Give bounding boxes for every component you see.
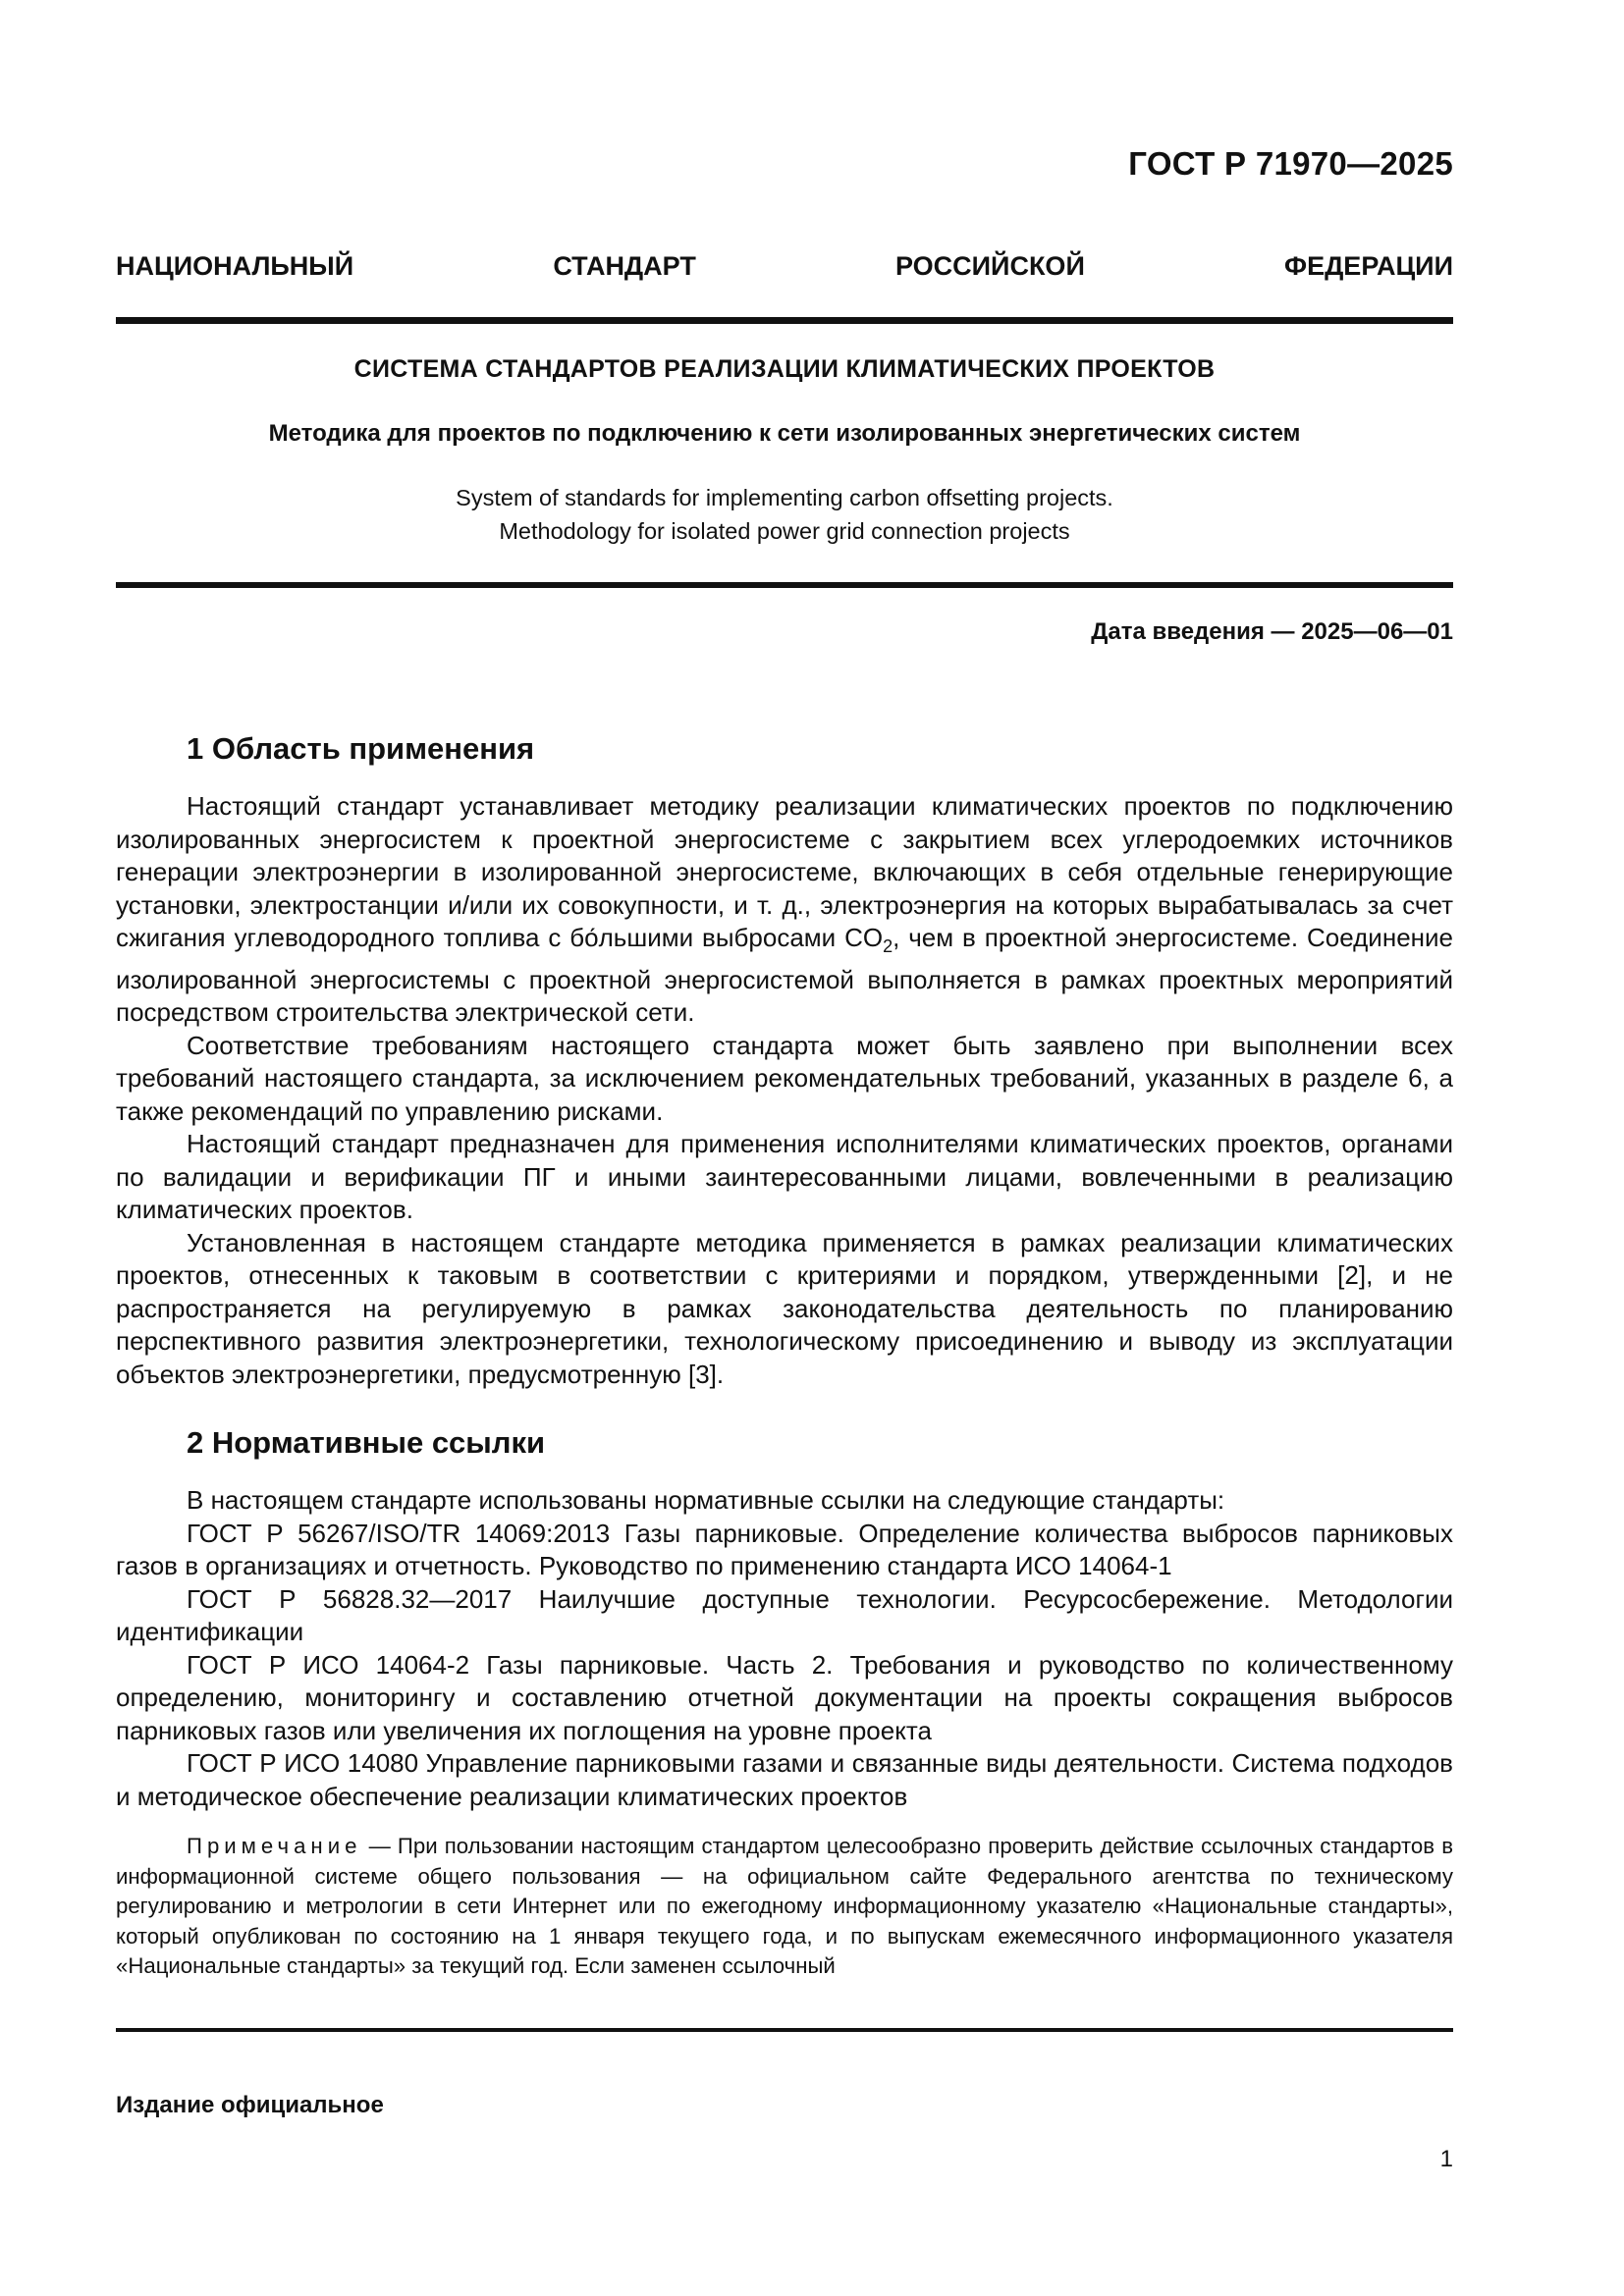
standard-system-title: СИСТЕМА СТАНДАРТОВ РЕАЛИЗАЦИИ КЛИМАТИЧЕСКИХ ПРОЕКТОВ bbox=[353, 355, 1216, 383]
section-1-paragraph: Настоящий стандарт предназначен для применения исполнителями климатических проектов, органами по валидации и верификации ПГ и иными заинтересованными лицами, вовлеченными в реализацию климатических проектов. bbox=[116, 1129, 1453, 1225]
english-title-line-1: System of standards for implementing carbon offsetting projects. bbox=[456, 485, 1113, 510]
normative-reference: ГОСТ Р ИСО 14064-2 Газы парниковые. Часть 2. Требования и руководство по количественному определению, мониторингу и составлению отчетной документации на проекты сокращения выбросов парниковых газов или увеличения их поглощения на уровне проекта bbox=[116, 1649, 1453, 1745]
normative-reference: ГОСТ Р 56267/ISO/TR 14069:2013 Газы парниковые. Определение количества выбросов парниковых газов в организациях и отчетность. Руководство по применению стандарта ИСО 14064-1 bbox=[116, 1518, 1453, 1580]
english-title-line-2: Methodology for isolated power grid connection projects bbox=[499, 518, 1070, 544]
title-bottom-rule bbox=[116, 582, 1453, 588]
section-2-note bbox=[116, 1832, 1453, 1982]
section-2-body bbox=[116, 1484, 1453, 1813]
section-1-body bbox=[116, 790, 1453, 1391]
standard-subtitle: Методика для проектов по подключению к сети изолированных энергетических систем bbox=[268, 420, 1301, 447]
english-title bbox=[116, 481, 1453, 548]
normative-reference: ГОСТ Р ИСО 14080 Управление парниковыми газами и связанные виды деятельности. Система подходов и методическое обеспечение реализации климатических проектов bbox=[116, 1748, 1453, 1811]
official-edition-label: Издание официальное bbox=[116, 2092, 384, 2118]
introduction-date: Дата введения — 2025—06—01 bbox=[1091, 618, 1453, 645]
note-label: Примечание bbox=[187, 1834, 362, 1858]
page-number: 1 bbox=[1439, 2146, 1453, 2172]
section-1-paragraph: Установленная в настоящем стандарте методика применяется в рамках реализации климатических проектов, отнесенных к таковым в соответствии с критериями и порядком, утвержденными [2], и не распространяется на регулируемую в рамках законодательства деятельность по планированию перспективного развития электроэнергетики, технологическому присоединению и выводу из эксплуатации объектов электроэнергетики, предусмотренную [3]. bbox=[116, 1227, 1453, 1389]
national-standard-banner: НАЦИОНАЛЬНЫЙ СТАНДАРТ РОССИЙСКОЙ ФЕДЕРАЦИИ bbox=[116, 251, 1453, 281]
footer-rule bbox=[116, 2028, 1453, 2032]
normative-reference: ГОСТ Р 56828.32—2017 Наилучшие доступные технологии. Ресурсосбережение. Методологии идентификации bbox=[116, 1583, 1453, 1646]
note-text: — При пользовании настоящим стандартом целесообразно проверить действие ссылочных стандартов в информационной системе общего пользования — на официальном сайте Федерального агентства по техническому регулированию и метрологии в сети Интернет или по ежегодному информационному указателю «Национальные стандарты», который опубликован по состоянию на 1 января текущего года, и по выпускам ежемесячного информационного указателя «Национальные стандарты» за текущий год. Если заменен ссылочный bbox=[116, 1834, 1453, 1978]
document-code: ГОСТ Р 71970—2025 bbox=[1128, 145, 1453, 182]
section-2-heading: 2 Нормативные ссылки bbox=[187, 1425, 546, 1460]
section-1-heading: 1 Область применения bbox=[187, 731, 535, 766]
section-2-intro: В настоящем стандарте использованы нормативные ссылки на следующие стандарты: bbox=[187, 1485, 1225, 1515]
section-1-paragraph: Настоящий стандарт устанавливает методику реализации климатических проектов по подключению изолированных энергосистем к проектной энергосистеме с закрытием всех углеродоемких источников генерации электроэнергии в изолированной энергосистеме, включающих в себя отдельные генерирующие установки, электростанции и/или их совокупности, и т. д., электроэнергия на которых вырабатывалась за счет сжигания углеводородного топлива с бо́льшими выбросами $CO_2$, чем в проектной энергосистеме. Соединение изолированной энергосистемы с проектной энергосистемой выполняется в рамках проектных мероприятий посредством строительства электрической сети. bbox=[116, 791, 1453, 1028]
top-thick-rule bbox=[116, 317, 1453, 324]
section-1-paragraph: Соответствие требованиям настоящего стандарта может быть заявлено при выполнении всех требований настоящего стандарта, за исключением рекомендательных требований, указанных в разделе 6, а также рекомендаций по управлению рисками. bbox=[116, 1030, 1453, 1126]
